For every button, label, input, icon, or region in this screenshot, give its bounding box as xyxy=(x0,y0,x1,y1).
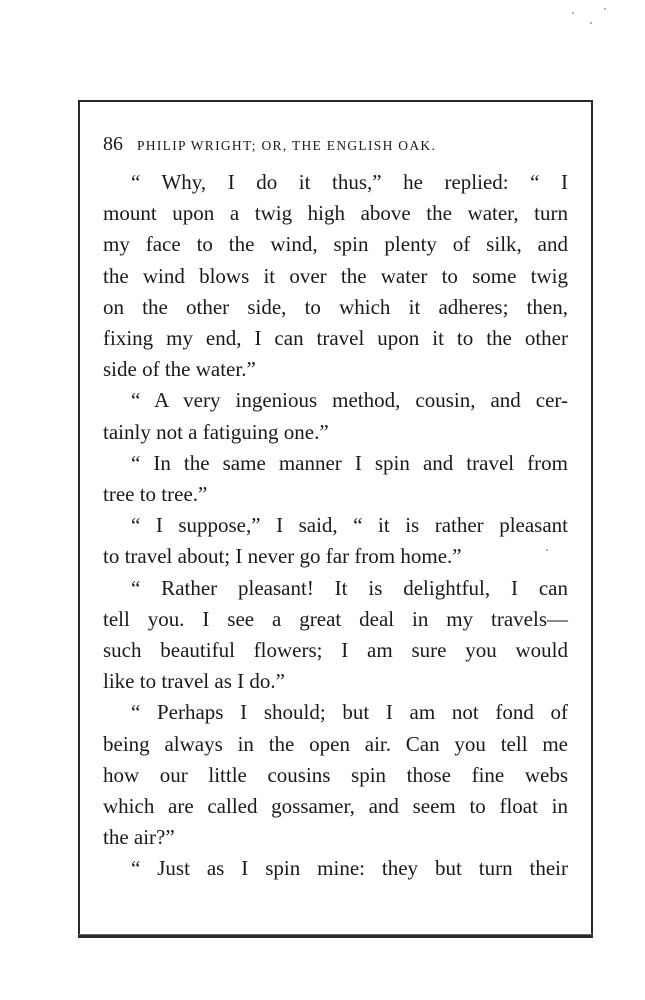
paragraph xyxy=(103,697,568,853)
page-border-rule xyxy=(78,934,593,935)
paragraph xyxy=(103,573,568,698)
text-line: the air?” xyxy=(103,825,175,850)
paper-speck xyxy=(572,12,574,14)
text-line: how our little cousins spin those fine webs xyxy=(103,762,568,787)
text-line: fixing my end, I can travel upon it to the other xyxy=(103,326,568,351)
running-title: PHILIP WRIGHT; OR, THE ENGLISH OAK. xyxy=(137,138,437,153)
text-line: “ Just as I spin mine: they but turn their xyxy=(131,856,568,881)
text-line: “ I suppose,” I said, “ it is rather pleasant xyxy=(131,513,568,538)
text-line: which are called gossamer, and seem to float in xyxy=(103,794,568,819)
paragraph xyxy=(103,385,568,447)
page-content xyxy=(103,133,568,885)
body-text xyxy=(103,167,568,885)
running-head xyxy=(103,133,568,159)
paper-speck xyxy=(590,22,592,24)
text-line: “ Why, I do it thus,” he replied: “ I xyxy=(131,170,568,194)
text-line: “ A very ingenious method, cousin, and cer- xyxy=(131,388,568,413)
text-line: tree to tree.” xyxy=(103,482,208,507)
text-line: on the other side, to which it adheres; then, xyxy=(103,294,568,319)
text-line: tainly not a fatiguing one.” xyxy=(103,419,329,444)
text-line: side of the water.” xyxy=(103,357,256,382)
paragraph xyxy=(103,448,568,510)
text-line: the wind blows it over the water to some twig xyxy=(103,263,568,288)
text-line: “ Rather pleasant! It is delightful, I can xyxy=(131,575,568,600)
text-line: like to travel as I do.” xyxy=(103,669,285,694)
text-line: “ Perhaps I should; but I am not fond of xyxy=(131,700,568,725)
text-line: my face to the wind, spin plenty of silk, and xyxy=(103,232,568,257)
paragraph xyxy=(103,853,568,884)
text-line: tell you. I see a great deal in my travels— xyxy=(103,606,568,631)
paragraph xyxy=(103,510,568,572)
paper-speck xyxy=(604,8,606,10)
text-line: mount upon a twig high above the water, turn xyxy=(103,201,568,226)
text-line: “ In the same manner I spin and travel from xyxy=(131,450,568,475)
page-number: 86 xyxy=(103,133,123,155)
text-line: being always in the open air. Can you tell me xyxy=(103,731,568,756)
paragraph xyxy=(103,167,568,385)
paper-speck xyxy=(546,549,548,551)
text-line: to travel about; I never go far from home.” xyxy=(103,544,462,569)
text-line: such beautiful flowers; I am sure you would xyxy=(103,638,568,663)
